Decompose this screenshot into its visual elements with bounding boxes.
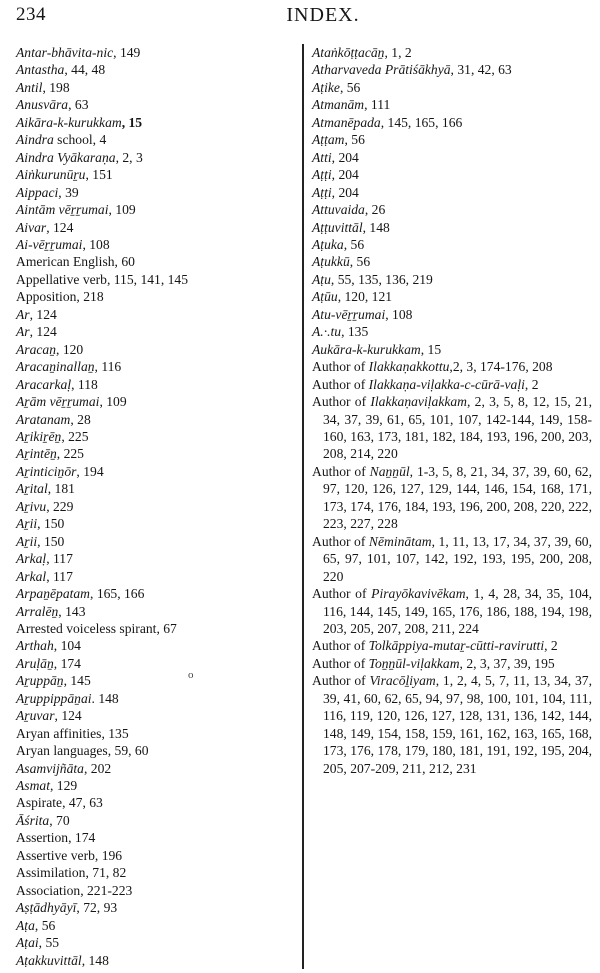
- entry-pages: , 71, 82: [85, 865, 127, 881]
- index-entry: [312, 184, 592, 201]
- index-entry: [16, 812, 286, 829]
- entry-term: Assertive verb: [16, 847, 95, 863]
- index-entry: [312, 44, 592, 61]
- entry-term: Antil: [16, 79, 43, 95]
- index-entry: [16, 550, 286, 567]
- entry-term: Aṟivu: [16, 498, 47, 514]
- entry-term: Asamvijñāta: [16, 760, 84, 776]
- index-entry: [312, 672, 592, 777]
- index-entry: [16, 690, 286, 707]
- entry-pages: , 60: [114, 254, 135, 270]
- entry-term: Assimilation: [16, 865, 86, 881]
- entry-pages: , 198: [42, 79, 70, 95]
- running-header: [16, 4, 590, 42]
- entry-work-title: Toṉṉūl-viḷakkam: [368, 655, 460, 671]
- entry-pages: , 218: [76, 289, 104, 305]
- index-entry: [312, 288, 592, 305]
- index-entry: [16, 498, 286, 515]
- entry-pages: , 59, 60: [107, 743, 149, 759]
- entry-pages: , 28: [70, 411, 91, 427]
- entry-work-title: Nēminātam: [368, 533, 432, 549]
- index-entry: [16, 934, 286, 951]
- entry-pages: , 149: [113, 45, 141, 60]
- entry-pages: , 174: [68, 830, 96, 846]
- index-entry: [16, 760, 286, 777]
- index-entry: [16, 742, 286, 759]
- entry-term: Āśrita: [16, 812, 50, 828]
- entry-term: Author of: [312, 586, 372, 602]
- entry-term: Aindra Vyākaraṇa: [16, 149, 116, 165]
- index-entry: [312, 655, 592, 672]
- index-entry: [16, 323, 286, 340]
- entry-term: Aṭike: [312, 79, 340, 95]
- entry-pages: , 117: [46, 551, 73, 567]
- index-column-left: [16, 44, 286, 969]
- entry-pages: , 120: [56, 341, 84, 357]
- index-entry: [16, 61, 286, 78]
- entry-pages: , 2, 3, 5, 8, 12, 15, 21, 34, 37, 39, 61, 65, 101, 107, 142-144, 149, 158-160, 163, 173, 181, 182, 184, 193, 196, 200, 203, 208, 214, 220: [323, 394, 592, 462]
- entry-pages: , 1, 4, 28, 34, 35, 104, 116, 144, 145, 149, 165, 176, 186, 188, 194, 198, 203, 205, 207, 208, 211, 224: [323, 586, 592, 636]
- entry-pages: , 129: [49, 778, 78, 794]
- entry-work-title: Pirayōkavivēkam: [371, 586, 466, 602]
- index-entry: [16, 166, 286, 183]
- entry-term: Aṭai: [16, 935, 39, 951]
- entry-term: Aṟii: [16, 533, 38, 549]
- entry-pages: , 2: [524, 376, 539, 392]
- entry-term: Assertion: [16, 830, 69, 846]
- column-divider: [302, 44, 304, 969]
- index-columns: [16, 44, 592, 973]
- index-entry: [16, 829, 286, 846]
- entry-pages: , 31, 42, 63: [450, 62, 512, 78]
- index-entry: [312, 463, 592, 533]
- entry-term: Aukāra-k-kurukkam: [312, 341, 421, 357]
- entry-term: Attuvaida: [312, 202, 365, 218]
- entry-term: Aṟii: [16, 516, 38, 532]
- index-entry: [16, 672, 286, 689]
- index-entry: [16, 533, 286, 550]
- index-entry: [16, 428, 286, 445]
- entry-pages: , 63: [68, 97, 89, 113]
- index-entry: [16, 637, 286, 654]
- index-entry: [16, 376, 286, 393]
- index-entry: [312, 323, 592, 340]
- index-entry: [312, 79, 592, 96]
- entry-term: Apposition: [16, 289, 77, 305]
- entry-work-title: Ilakkaṇakkottu: [368, 359, 450, 375]
- entry-term: Antastha: [16, 62, 65, 78]
- index-entry: [16, 899, 286, 916]
- entry-term: Antar-bhāvita-nic: [16, 45, 114, 60]
- entry-pages: , 56: [344, 132, 365, 148]
- entry-pages: , 204: [331, 184, 359, 200]
- entry-term: Aivar: [16, 219, 47, 235]
- entry-term: Association: [16, 882, 81, 898]
- entry-pages: . 148: [91, 690, 119, 706]
- entry-pages: school, 4: [53, 132, 107, 148]
- entry-term: Arkal: [16, 568, 47, 584]
- entry-pages: , 143: [58, 603, 86, 619]
- entry-pages: , 202: [83, 760, 112, 776]
- index-entry: [16, 707, 286, 724]
- entry-term: Arrested voiceless spirant: [16, 620, 157, 636]
- entry-term: Aṟikiṟēṉ: [16, 428, 62, 444]
- entry-pages: , 2, 3: [115, 149, 143, 165]
- running-title: INDEX.: [286, 4, 360, 26]
- index-entry: [16, 445, 286, 462]
- entry-pages: , 15: [420, 341, 442, 357]
- entry-term: Aṭuka: [312, 236, 344, 252]
- entry-pages: , 104: [53, 638, 81, 654]
- entry-term: Author of: [312, 638, 369, 654]
- index-entry: [312, 533, 592, 585]
- index-entry: [16, 114, 286, 131]
- entry-pages: , 111: [364, 97, 391, 113]
- entry-term: Aṟinticiṉōr: [16, 463, 77, 479]
- entry-pages: , 56: [349, 254, 371, 270]
- entry-term: Aṭūu: [312, 289, 338, 305]
- index-entry: [16, 271, 286, 288]
- entry-pages: , 109: [108, 202, 136, 218]
- index-entry: [16, 149, 286, 166]
- index-entry: [312, 114, 592, 131]
- entry-pages: , 47, 63: [62, 795, 103, 811]
- entry-pages: , 116: [94, 359, 122, 375]
- entry-term: Aracaṉinallaṉ: [16, 359, 95, 375]
- entry-term: Anusvāra: [16, 97, 69, 113]
- entry-pages: , 145: [63, 673, 91, 689]
- entry-term: Author of: [312, 533, 369, 549]
- entry-pages: ,2, 3, 174-176, 208: [449, 359, 553, 375]
- entry-term: Aṭṭam: [312, 132, 345, 148]
- entry-pages: , 204: [331, 149, 359, 165]
- entry-pages: , 56: [343, 236, 365, 252]
- index-entry: [16, 236, 286, 253]
- entry-term: Aiṅkurunūṟu: [16, 167, 86, 183]
- entry-term: Author of: [312, 673, 370, 689]
- entry-pages: , 1-3, 5, 8, 21, 34, 37, 39, 60, 62, 97, 120, 126, 127, 129, 144, 146, 154, 168, 171, 173, 174, 176, 184, 193, 196, 200, 208, 220, 222, 223, 227, 228: [323, 463, 592, 532]
- entry-term: Aspirate: [16, 795, 63, 811]
- entry-pages: , 109: [99, 394, 127, 410]
- entry-term: Aṟām vēṟṟumai: [16, 394, 100, 410]
- index-entry: [312, 393, 592, 463]
- entry-term: Aintām vēṟṟumai: [16, 202, 109, 218]
- entry-pages: , 151: [85, 167, 113, 183]
- entry-term: Aṭu: [312, 271, 331, 287]
- entry-term: Aṭṭi: [312, 167, 332, 183]
- entry-pages: , 124: [46, 219, 74, 235]
- entry-pages: , 165, 166: [90, 586, 145, 602]
- entry-term: Aṟuppippāṉai: [16, 690, 92, 706]
- entry-pages: , 108: [385, 306, 413, 322]
- index-entry: [16, 358, 286, 375]
- entry-term: Aindra: [16, 132, 54, 148]
- entry-pages: , 56: [34, 917, 56, 933]
- index-entry: [312, 96, 592, 113]
- entry-pages: , 181: [47, 481, 75, 497]
- index-entry: [312, 306, 592, 323]
- entry-pages: , 118: [71, 376, 98, 392]
- entry-pages: , 55, 135, 136, 219: [330, 271, 433, 287]
- entry-term: Aruḷāṉ: [16, 655, 54, 671]
- index-entry: [16, 847, 286, 864]
- entry-term: Aṭukkū: [312, 254, 350, 270]
- entry-term: Arpaṉēpatam: [16, 586, 91, 602]
- entry-pages: , 56: [339, 79, 361, 95]
- entry-pages: , 1, 11, 13, 17, 34, 37, 39, 60, 65, 97, 101, 107, 142, 192, 193, 195, 200, 208, 220: [323, 533, 592, 584]
- index-entry: [16, 515, 286, 532]
- entry-pages: , 72, 93: [76, 900, 118, 916]
- index-entry: [16, 79, 286, 96]
- entry-pages: , 148: [362, 219, 390, 235]
- index-entry: [16, 952, 286, 969]
- index-entry: [16, 725, 286, 742]
- entry-term: Aippaci: [16, 184, 59, 200]
- entry-term: Ar: [16, 306, 30, 322]
- index-entry: [16, 794, 286, 811]
- index-entry: [16, 288, 286, 305]
- index-entry: [16, 463, 286, 480]
- entry-term: Asmat: [16, 778, 50, 794]
- entry-term: Arkaḷ: [16, 551, 47, 567]
- entry-pages: , 39: [58, 184, 79, 200]
- index-entry: [312, 61, 592, 78]
- entry-term: Aṟuvar: [16, 708, 55, 724]
- entry-work-title: Ilakkaṇaviḷakkam: [370, 394, 467, 410]
- index-entry: [312, 271, 592, 288]
- entry-term: Author of: [312, 394, 371, 410]
- entry-term: Ai-vēṟṟumai: [16, 236, 83, 252]
- index-entry: [312, 219, 592, 236]
- entry-pages: , 108: [82, 236, 110, 252]
- index-entry: [312, 166, 592, 183]
- entry-term: Arralēṉ: [16, 603, 59, 619]
- entry-pages: , 124: [29, 306, 57, 322]
- entry-term: Author of: [312, 376, 369, 392]
- entry-term: Atu-vēṟṟumai: [312, 306, 386, 322]
- entry-pages: , 174: [53, 655, 81, 671]
- entry-pages: , 67: [156, 620, 177, 636]
- entry-work-title: Naṉṉūl: [369, 463, 410, 479]
- entry-pages: , 15: [121, 114, 143, 130]
- index-entry: [16, 480, 286, 497]
- entry-term: Aṟintēṉ: [16, 446, 57, 462]
- entry-pages: , 2, 3, 37, 39, 195: [459, 655, 555, 671]
- entry-term: Aratanam: [16, 411, 71, 427]
- entry-work-title: Tolkāppiya-mutaṟ-cūtti-ravirutti: [368, 638, 545, 654]
- entry-term: Ar: [16, 324, 30, 340]
- entry-term: Atmanēpada: [312, 114, 381, 130]
- entry-term: Aṭa: [16, 917, 35, 933]
- entry-term: Author of: [312, 463, 370, 479]
- index-entry: [16, 219, 286, 236]
- entry-term: A.·.tu: [312, 324, 342, 340]
- index-entry: [312, 253, 592, 270]
- entry-pages: , 135: [101, 725, 129, 741]
- entry-pages: , 150: [37, 516, 65, 532]
- index-entry: [16, 184, 286, 201]
- index-entry: [16, 393, 286, 410]
- index-entry: [312, 201, 592, 218]
- entry-pages: , 115, 141, 145: [106, 271, 189, 287]
- entry-pages: , 221-223: [80, 882, 133, 898]
- index-entry: [16, 777, 286, 794]
- index-entry: [312, 236, 592, 253]
- index-entry: [16, 620, 286, 637]
- index-entry: [16, 201, 286, 218]
- entry-pages: , 229: [46, 498, 74, 514]
- entry-pages: , 1, 2, 4, 5, 7, 11, 13, 34, 37, 39, 41, 60, 62, 65, 94, 97, 98, 100, 101, 104, 111, 116, 119, 120, 126, 127, 128, 131, 136, 142, 144, 148, 149, 154, 158, 159, 161, 162, 163, 165, 168, 173, 176, 178, 179, 180, 181, 191, 192, 195, 204, 205, 207-209, 211, 212, 231: [323, 673, 592, 776]
- index-entry: [312, 149, 592, 166]
- entry-work-title: Viracōḻiyam: [369, 673, 436, 689]
- index-entry: [16, 917, 286, 934]
- entry-pages: , 124: [29, 324, 57, 340]
- index-entry: [16, 585, 286, 602]
- index-entry: [16, 411, 286, 428]
- index-entry: [312, 358, 592, 375]
- entry-pages: , 145, 165, 166: [380, 114, 463, 130]
- index-entry: [16, 253, 286, 270]
- entry-term: Author of: [312, 359, 369, 375]
- index-entry: [16, 864, 286, 881]
- entry-term: Aṭṭi: [312, 184, 332, 200]
- entry-pages: , 135: [341, 324, 369, 340]
- entry-term: Aracaṉ: [16, 341, 57, 357]
- entry-pages: , 148: [81, 952, 109, 968]
- entry-term: Appellative verb: [16, 271, 107, 287]
- entry-term: Aṟital: [16, 481, 48, 497]
- entry-term: Aṟuppāṉ: [16, 673, 64, 689]
- entry-pages: , 225: [56, 446, 84, 462]
- entry-term: Ataṅkōṭṭacāṉ: [312, 45, 385, 60]
- entry-term: Aryan affinities: [16, 725, 102, 741]
- entry-term: Atharvaveda Prātiśākhyā: [312, 62, 451, 78]
- entry-pages: , 70: [49, 812, 70, 828]
- entry-term: American English: [16, 254, 115, 270]
- index-entry: [312, 131, 592, 148]
- entry-term: Atmanām: [312, 97, 365, 113]
- entry-pages: , 204: [331, 167, 359, 183]
- entry-pages: , 120, 121: [337, 289, 393, 305]
- entry-pages: , 26: [364, 202, 386, 218]
- index-entry: [16, 568, 286, 585]
- index-entry: [16, 655, 286, 672]
- entry-pages: , 225: [61, 428, 89, 444]
- entry-term: Aikāra-k-kurukkam: [16, 114, 122, 130]
- entry-pages: , 117: [46, 568, 73, 584]
- entry-term: Arthah: [16, 638, 54, 654]
- entry-pages: , 150: [37, 533, 65, 549]
- index-entry: [16, 44, 286, 61]
- index-entry: [16, 131, 286, 148]
- index-entry: [312, 376, 592, 393]
- index-entry: [16, 882, 286, 899]
- entry-work-title: Ilakkaṇa-viḷakka-c-cūrā-vaḷi: [368, 376, 525, 392]
- entry-term: Aṭṭuvittāl: [312, 219, 363, 235]
- entry-pages: , 1, 2: [384, 45, 412, 60]
- index-entry: [16, 341, 286, 358]
- entry-pages: , 196: [94, 847, 123, 863]
- index-entry: [16, 96, 286, 113]
- entry-term: Aṣṭādhyāyī: [16, 900, 77, 916]
- page-number: 234: [16, 4, 46, 25]
- entry-pages: , 124: [54, 708, 82, 724]
- index-entry: [312, 341, 592, 358]
- entry-term: Author of: [312, 655, 369, 671]
- index-entry: [312, 585, 592, 637]
- entry-pages: , 2: [544, 638, 558, 654]
- entry-term: Aṭakkuvittāl: [16, 952, 82, 968]
- entry-pages: , 44, 48: [64, 62, 106, 78]
- index-entry: [16, 306, 286, 323]
- index-column-right: [312, 44, 592, 777]
- entry-term: Aryan languages: [16, 743, 108, 759]
- index-entry: [16, 603, 286, 620]
- entry-term: Atti: [312, 149, 332, 165]
- entry-pages: , 55: [38, 935, 60, 951]
- stray-mark: o: [188, 669, 194, 681]
- entry-term: Aracarkaḷ: [16, 376, 72, 392]
- index-entry: [312, 637, 592, 654]
- entry-pages: , 194: [76, 463, 104, 479]
